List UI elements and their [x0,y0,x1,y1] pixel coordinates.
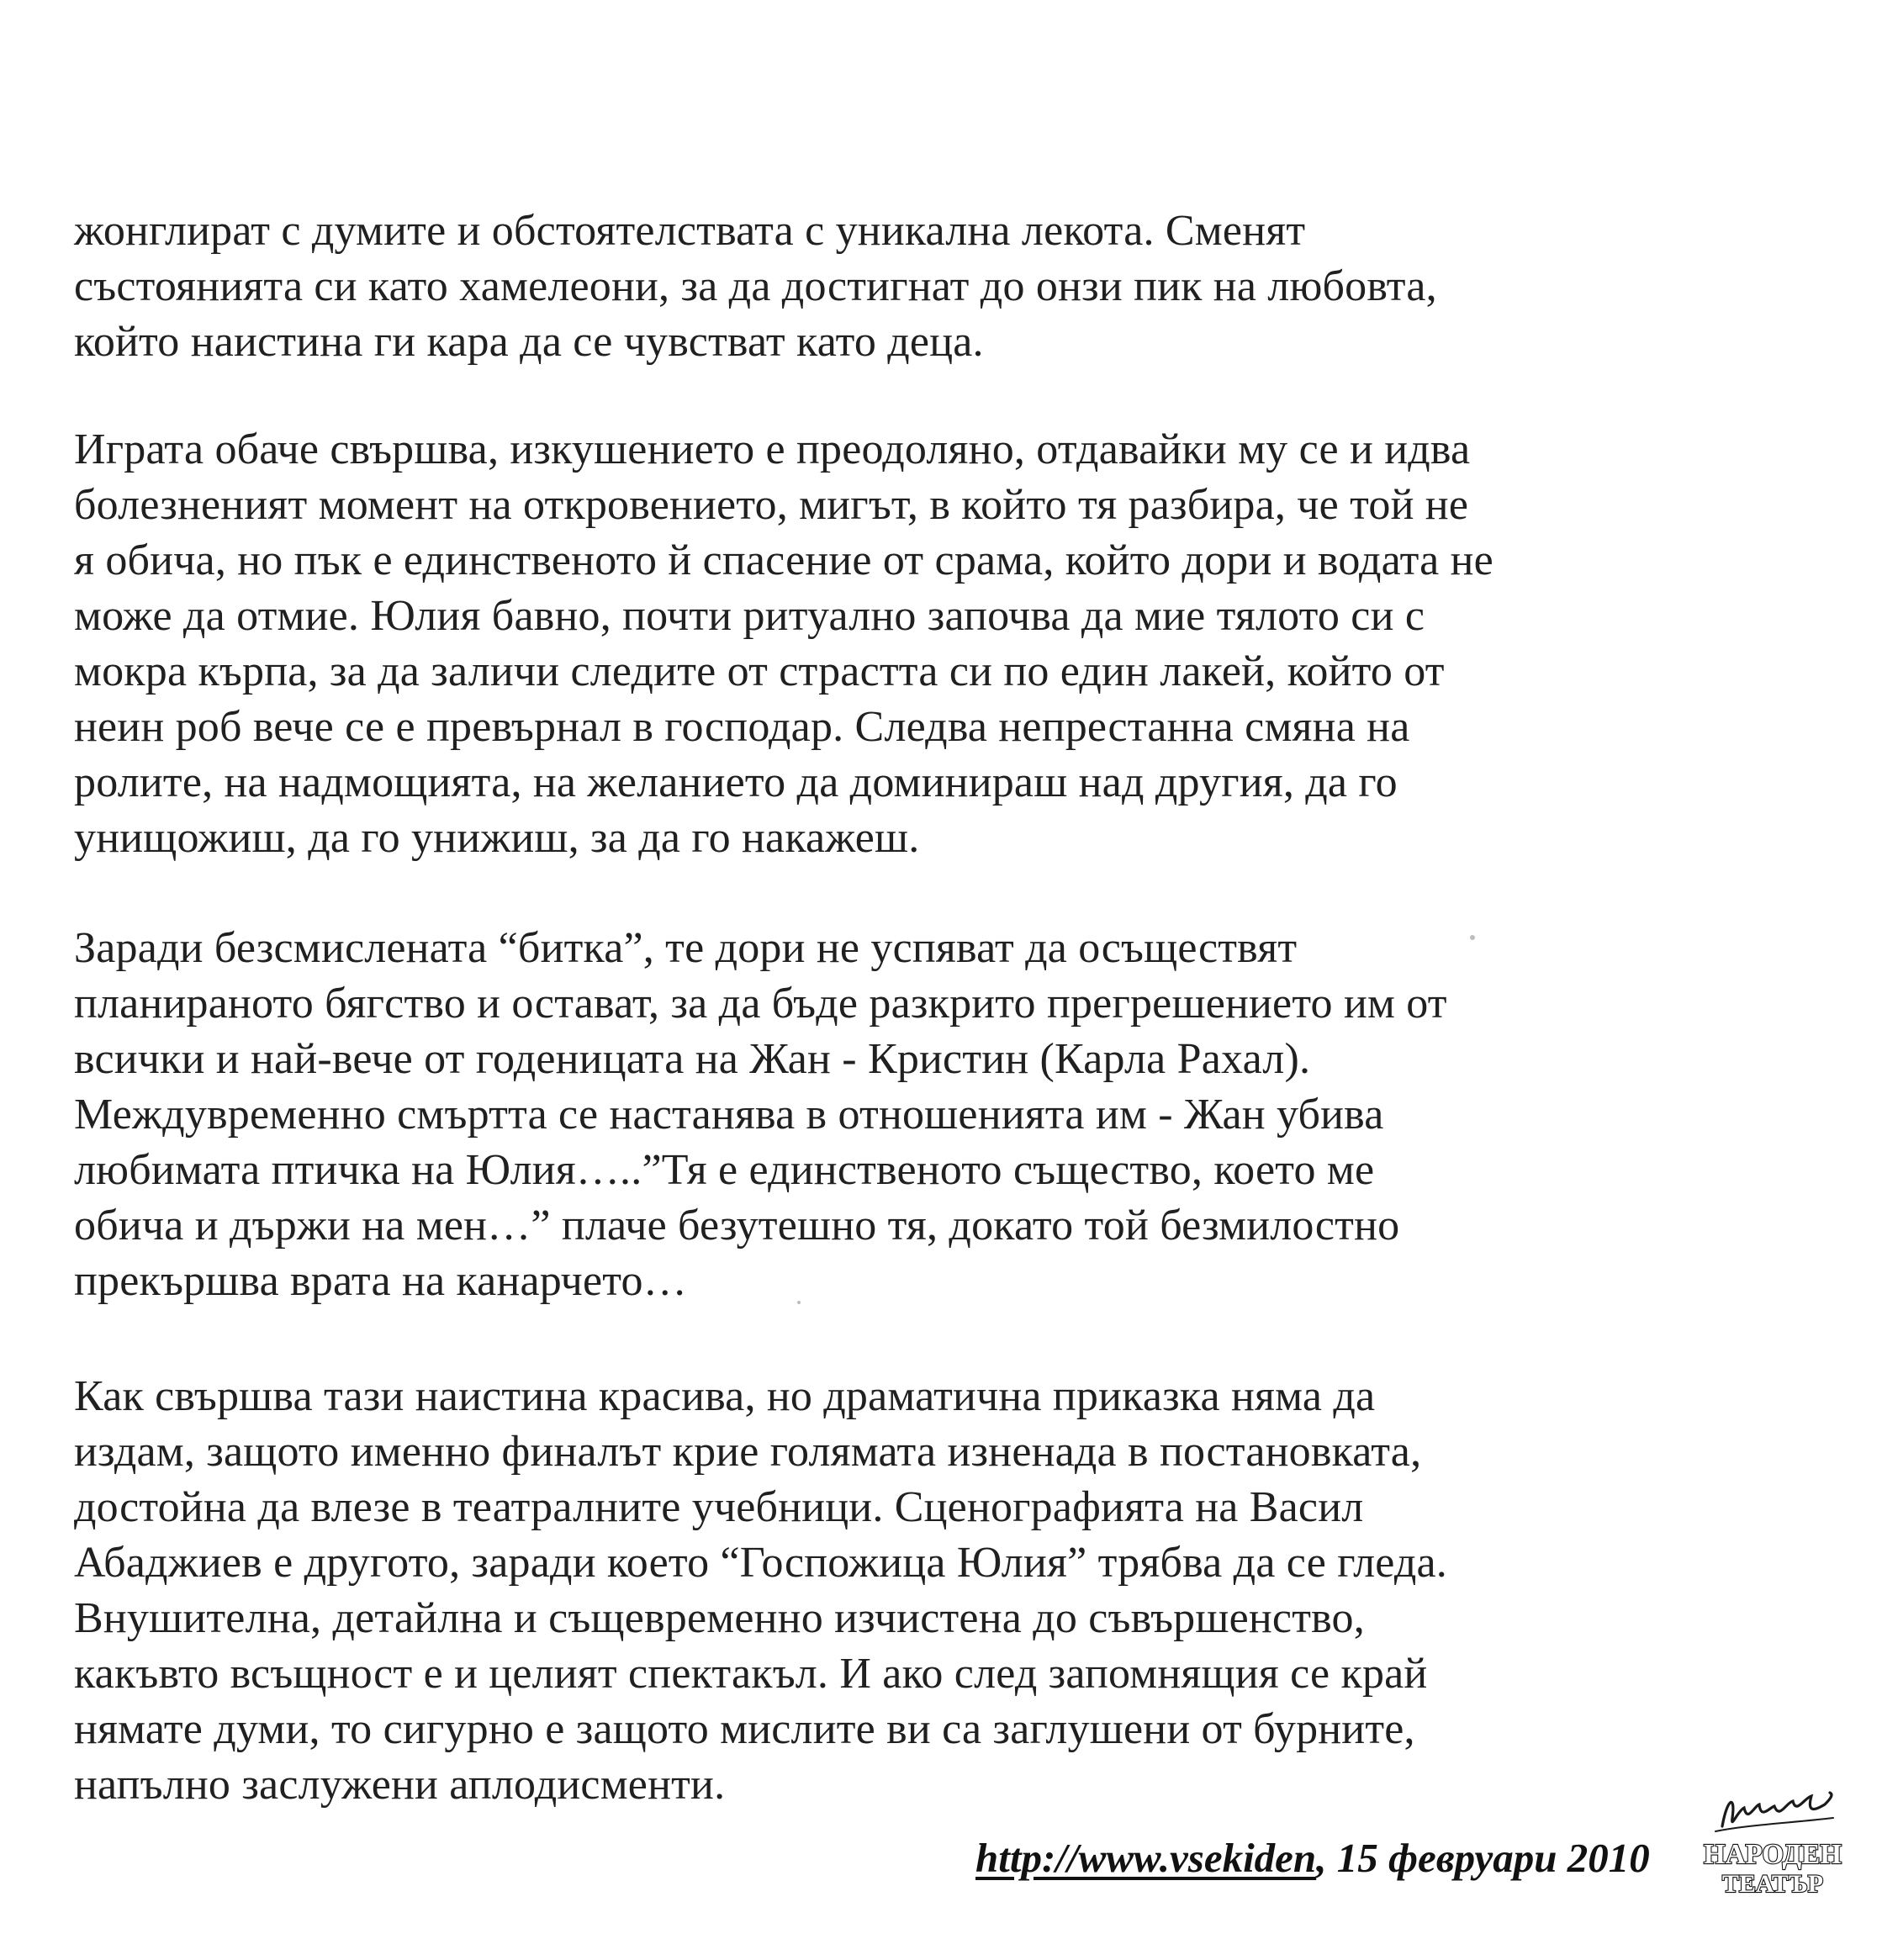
text-line: прекършва врата на канарчето… [74,1257,687,1305]
text-line: какъвто всъщност е и целият спектакъл. И ако след запомнящия се край [74,1650,1428,1698]
text-line: любимата птичка на Юлия…..”Тя е единственото същество, което ме [74,1146,1375,1194]
theatre-logo-graphic [1699,1789,1847,1900]
text-line: ролите, на надмощията, на желанието да доминираш над другия, да го [74,758,1398,806]
text-line: неин роб вече се е превърнал в господар. Следва непрестанна смяна на [74,703,1410,751]
text-line: издам, защото именно финалът крие голямата изненада в постановката, [74,1428,1422,1476]
text-line: планираното бягство и остават, за да бъде разкрито прегрешението им от [74,980,1447,1028]
signature-mark [1722,1793,1832,1826]
article-paragraph-1 [74,203,1806,370]
text-line: Междувременно смъртта се настанява в отношенията им - Жан убива [74,1091,1384,1138]
article-paragraph-2 [74,422,1806,866]
theatre-logo [1699,1789,1847,1900]
text-line: може да отмие. Юлия бавно, почти ритуално започва да мие тялото си с [74,592,1425,640]
text-line: Играта обаче свършва, изкушението е преодоляно, отдавайки му се и идва [74,425,1471,473]
text-line: състоянията си като хамелеони, за да достигнат до онзи пик на любовта, [74,262,1437,310]
text-line: унищожиш, да го унижиш, за да го накажеш. [74,814,920,862]
text-line: жонглират с думите и обстоятелствата с уникална лекота. Сменят [74,207,1306,255]
source-link[interactable]: http://www.vsekiden [975,1835,1317,1881]
text-line: напълно заслужени аплодисменти. [74,1761,726,1809]
logo-line-2: ТЕАТЪР [1722,1870,1823,1898]
text-line: обича и държи на мен…” плаче безутешно тя, докато той безмилостно [74,1202,1400,1249]
text-line: достойна да влезе в театралните учебници. Сценографията на Васил [74,1483,1364,1531]
text-line: мокра кърпа, за да заличи следите от страстта си по един лакей, който от [74,647,1445,695]
scan-speck [797,1301,801,1304]
source-date: , 15 февруари 2010 [1316,1835,1650,1881]
text-line: Внушителна, детайлна и същевременно изчистена до съвършенство, [74,1594,1365,1642]
text-line: Заради безсмислената “битка”, те дори не успяват да осъществят [74,924,1298,972]
article-paragraph-4 [74,1369,1806,1813]
text-line: я обича, но пък е единственото й спасение от срама, който дори и водата не [74,536,1493,584]
text-line: всички и най-вече от годеницата на Жан - Кристин (Карла Рахал). [74,1035,1311,1083]
text-line: нямате думи, то сигурно е защото мислите ви са заглушени от бурните, [74,1705,1415,1753]
article-paragraph-3 [74,921,1806,1309]
text-line: Абаджиев е другото, заради което “Госпожица Юлия” трябва да се гледа. [74,1539,1447,1587]
text-line: който наистина ги кара да се чувстват като деца. [74,318,984,366]
text-line: болезненият момент на откровението, мигът, в който тя разбира, че той не [74,481,1469,529]
scan-speck [1470,935,1475,940]
logo-line-1: НАРОДЕН [1704,1839,1842,1870]
source-citation [975,1833,1650,1883]
text-line: Как свършва тази наистина красива, но драматична приказка няма да [74,1372,1376,1420]
